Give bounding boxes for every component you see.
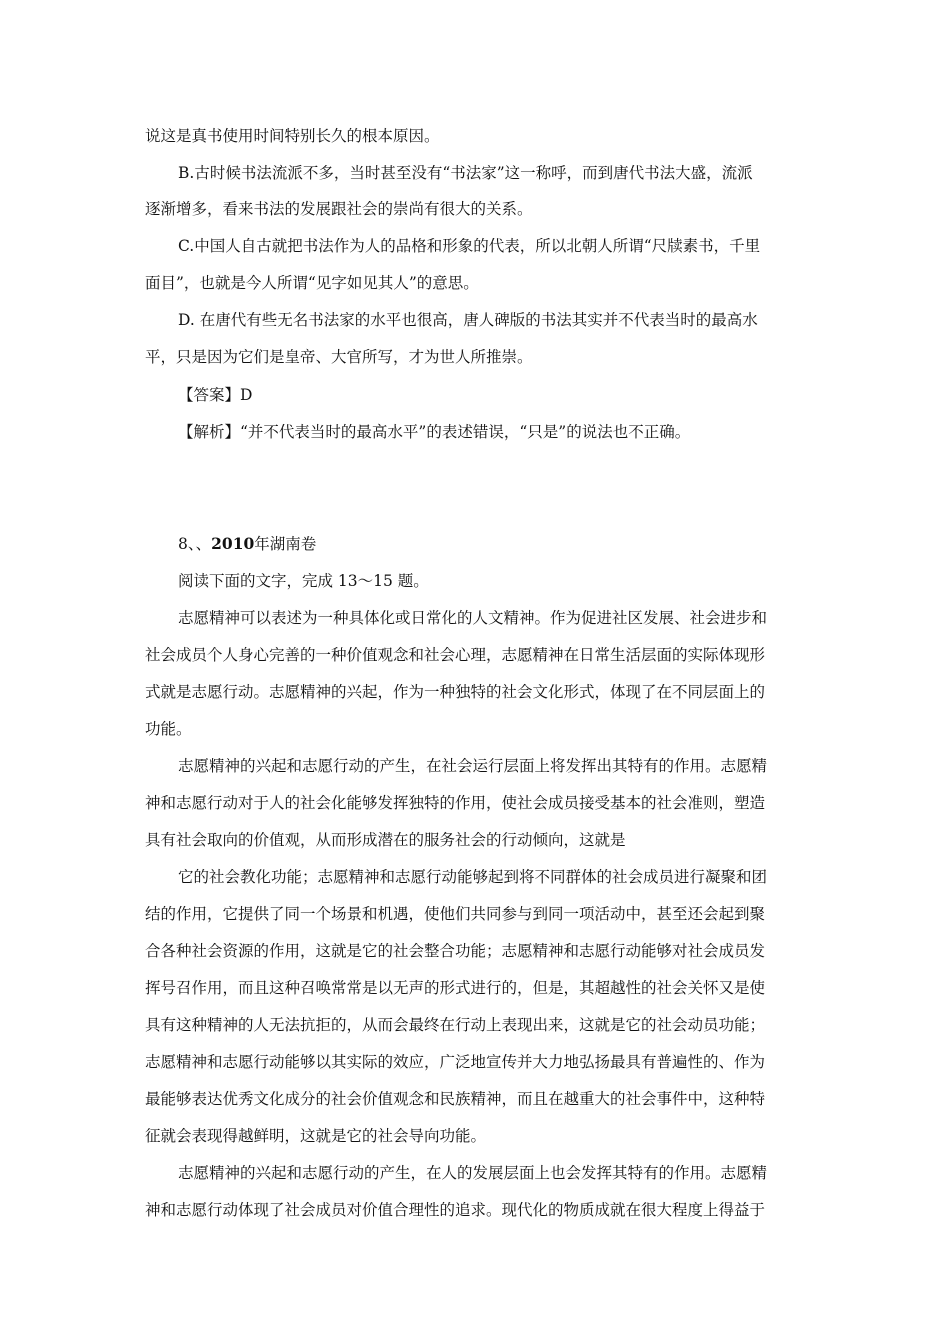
section-heading [178,534,805,554]
paragraph-line: 合各种社会资源的作用，这就是它的社会整合功能；志愿精神和志愿行动能够对社会成员发 [145,942,766,960]
paragraph-line: 社会成员个人身心完善的一种价值观念和社会心理，志愿精神在日常生活层面的实际体现形 [145,646,766,664]
heading-prefix: 8、、 [178,535,212,553]
option-b-line: B.古时候书法流派不多，当时甚至没有“书法家”这一称呼，而到唐代书法大盛，流派 [178,164,753,182]
heading-suffix: 年湖南卷 [254,535,317,553]
heading-year: 2010 [211,534,255,553]
paragraph-line: 具有这种精神的人无法抗拒的，从而会最终在行动上表现出来，这就是它的社会动员功能； [145,1016,766,1034]
paragraph-line: 志愿精神的兴起和志愿行动的产生，在社会运行层面上将发挥出其特有的作用。志愿精 [178,757,768,775]
paragraph-line: 最能够表达优秀文化成分的社会价值观念和民族精神，而且在越重大的社会事件中，这种特 [145,1090,766,1108]
text-line: 面目”，也就是今人所谓“见字如见其人”的意思。 [145,274,479,292]
option-c-line: C.中国人自古就把书法作为人的品格和形象的代表，所以北朝人所谓“尺牍素书，千里 [178,237,761,255]
paragraph-line: 志愿精神和志愿行动能够以其实际的效应，广泛地宣传并大力地弘扬最具有普遍性的、作为 [145,1053,766,1071]
paragraph-line: 志愿精神的兴起和志愿行动的产生，在人的发展层面上也会发挥其特有的作用。志愿精 [178,1164,768,1182]
analysis-line: 【解析】“并不代表当时的最高水平”的表述错误，“只是”的说法也不正确。 [178,423,691,441]
paragraph-line: 具有社会取向的价值观，从而形成潜在的服务社会的行动倾向，这就是 [145,831,626,849]
paragraph-line: 志愿精神可以表述为一种具体化或日常化的人文精神。作为促进社区发展、社会进步和 [178,609,768,627]
paragraph-line: 征就会表现得越鲜明，这就是它的社会导向功能。 [145,1127,487,1145]
option-d-line: D. 在唐代有些无名书法家的水平也很高，唐人碑版的书法其实并不代表当时的最高水 [178,311,758,329]
text-line: 平，只是因为它们是皇帝、大官所写，才为世人所推崇。 [145,348,533,366]
paragraph-line: 挥号召作用，而且这种召唤常常是以无声的形式进行的，但是，其超越性的社会关怀又是使 [145,979,766,997]
text-line: 逐渐增多，看来书法的发展跟社会的崇尚有很大的关系。 [145,200,533,218]
paragraph-line: 神和志愿行动体现了社会成员对价值合理性的追求。现代化的物质成就在很大程度上得益于 [145,1201,766,1219]
paragraph-line: 神和志愿行动对于人的社会化能够发挥独特的作用，使社会成员接受基本的社会准则，塑造 [145,794,766,812]
answer-line: 【答案】D [178,386,253,404]
paragraph-line: 功能。 [145,720,192,738]
text-line: 说这是真书使用时间特别长久的根本原因。 [145,127,440,145]
paragraph-line: 结的作用，它提供了同一个场景和机遇，使他们共同参与到同一项活动中，甚至还会起到聚 [145,905,766,923]
paragraph-line: 它的社会教化功能；志愿精神和志愿行动能够起到将不同群体的社会成员进行凝聚和团 [178,868,768,886]
paragraph-line: 式就是志愿行动。志愿精神的兴起，作为一种独特的社会文化形式，体现了在不同层面上的 [145,683,766,701]
instruction-line: 阅读下面的文字，完成 13～15 题。 [178,572,429,590]
